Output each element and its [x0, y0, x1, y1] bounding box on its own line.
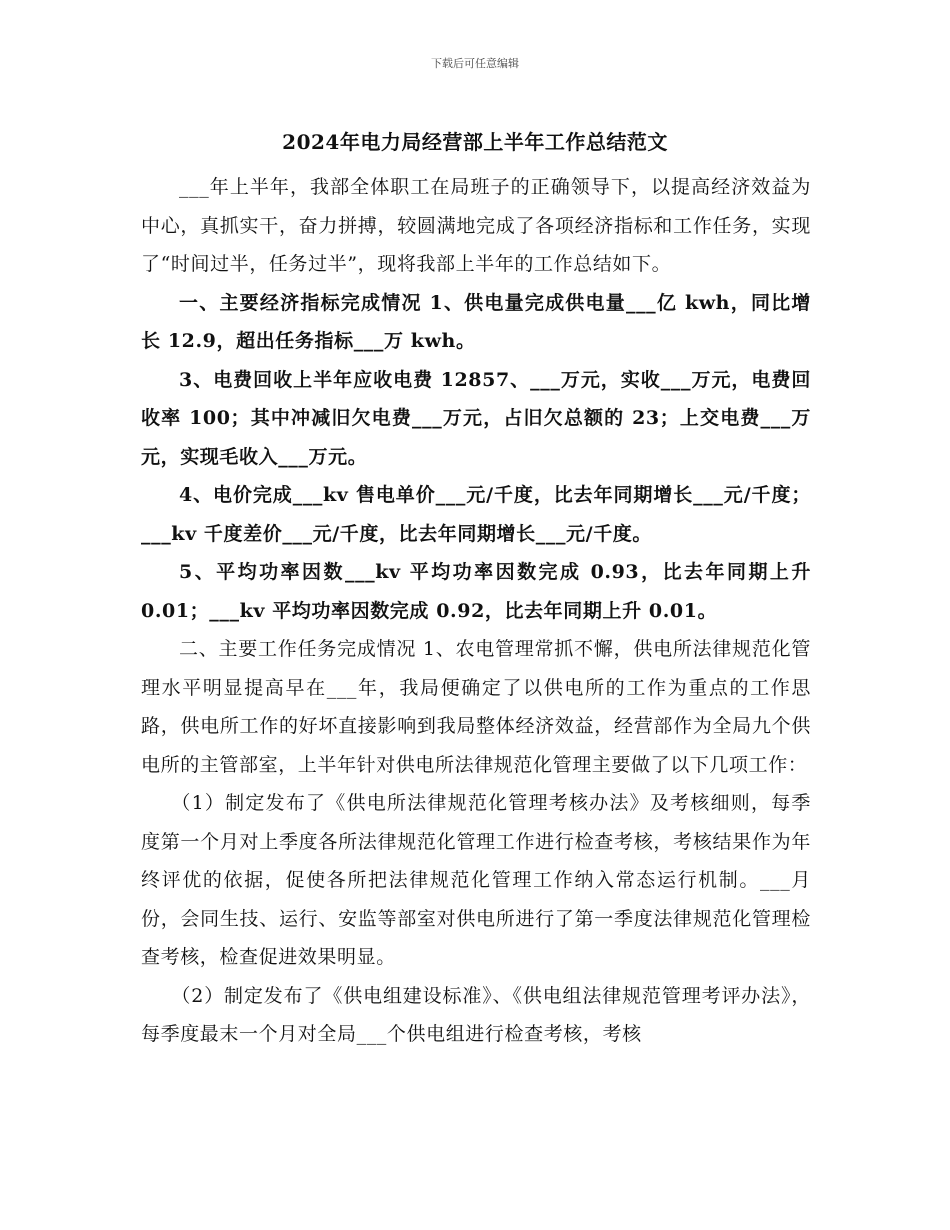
header-note: 下载后可任意编辑 — [431, 57, 519, 70]
paragraph-intro: ___年上半年，我部全体职工在局班子的正确领导下，以提高经济效益为中心，真抓实干，奋力拼搏，较圆满地完成了各项经济指标和工作任务，实现了“时间过半，任务过半”，现将我部上半年的工作总结如下。 — [141, 176, 811, 275]
paragraph-economic-indicators: 一、主要经济指标完成情况 1、供电量完成供电量___亿 kwh，同比增长 12.9，超出任务指标___万 kwh。 — [141, 291, 811, 352]
paragraph-main-tasks: 二、主要工作任务完成情况 1、农电管理常抓不懈，供电所法律规范化管理水平明显提高早在___年，我局便确定了以供电所的工作为重点的工作思路，供电所工作的好坏直接影响到我局整体经济效益，经营部作为全局九个供电所的主管部室，上半年针对供电所法律规范化管理主要做了以下几项工作： — [141, 638, 811, 776]
paragraph-item-1: （1）制定发布了《供电所法律规范化管理考核办法》及考核细则，每季度第一个月对上季度各所法律规范化管理工作进行检查考核，考核结果作为年终评优的依据，促使各所把法律规范化管理工作纳入常态运行机制。___月份，会同生技、运行、安监等部室对供电所进行了第一季度法律规范化管理检查考核，检查促进效果明显。 — [141, 792, 811, 968]
document-title: 2024年电力局经营部上半年工作总结范文 — [282, 130, 668, 154]
paragraph-electricity-price: 4、电价完成___kv 售电单价___元/千度，比去年同期增长___元/千度；___kv 千度差价___元/千度，比去年同期增长___元/千度。 — [141, 484, 811, 545]
paragraph-item-2: （2）制定发布了《供电组建设标准》、《供电组法律规范管理考评办法》，每季度最末一个月对全局___个供电组进行检查考核，考核 — [141, 984, 811, 1045]
paragraph-fee-collection: 3、电费回收上半年应收电费 12857、___万元，实收___万元，电费回收率 100；其中冲减旧欠电费___万元，占旧欠总额的 23；上交电费___万元，实现毛收入___万元。 — [141, 368, 811, 468]
document-body — [141, 168, 811, 1054]
paragraph-power-factor: 5、平均功率因数___kv 平均功率因数完成 0.93，比去年同期上升 0.01；___kv 平均功率因数完成 0.92，比去年同期上升 0.01。 — [141, 561, 811, 622]
